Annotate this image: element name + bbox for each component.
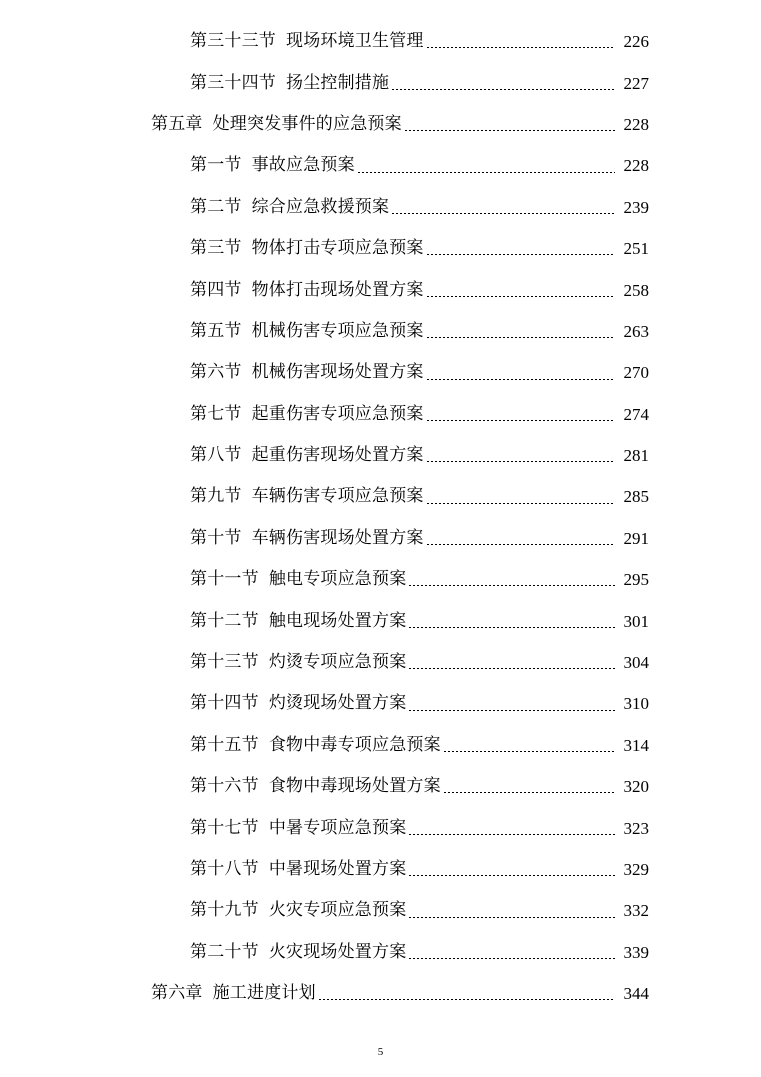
entry-label: 第四节 <box>190 279 242 300</box>
entry-title: 物体打击专项应急预案 <box>251 238 424 259</box>
entry-label: 第三十四节 <box>190 72 276 93</box>
dot-leader <box>408 834 615 835</box>
entry-page-number: 310 <box>623 694 649 714</box>
entry-label: 第五章 <box>151 113 203 134</box>
dot-leader <box>426 296 615 297</box>
dot-leader <box>426 254 615 255</box>
entry-label: 第九节 <box>190 486 242 507</box>
entry-page-number: 320 <box>623 777 649 797</box>
dot-leader <box>408 917 615 918</box>
toc-section-entry[interactable] <box>0 62 761 103</box>
dot-leader <box>404 130 615 131</box>
entry-title: 综合应急救援预案 <box>251 196 390 217</box>
toc-section-entry[interactable] <box>0 394 761 435</box>
entry-label: 第六章 <box>151 983 203 1004</box>
toc-section-entry[interactable] <box>0 890 761 931</box>
entry-title: 机械伤害专项应急预案 <box>251 320 424 341</box>
entry-label: 第八节 <box>190 445 242 466</box>
entry-label: 第六节 <box>190 362 242 383</box>
entry-title: 施工进度计划 <box>212 983 316 1004</box>
toc-section-entry[interactable] <box>0 932 761 973</box>
dot-leader <box>426 337 615 338</box>
dot-leader <box>426 544 615 545</box>
entry-label: 第十九节 <box>190 900 259 921</box>
toc-section-entry[interactable] <box>0 145 761 186</box>
dot-leader <box>426 47 615 48</box>
entry-title: 触电现场处置方案 <box>268 610 407 631</box>
entry-title: 起重伤害现场处置方案 <box>251 445 424 466</box>
dot-leader <box>426 503 615 504</box>
toc-section-entry[interactable] <box>0 187 761 228</box>
toc-section-entry[interactable] <box>0 683 761 724</box>
entry-label: 第五节 <box>190 320 242 341</box>
entry-page-number: 251 <box>623 239 649 259</box>
entry-page-number: 285 <box>623 487 649 507</box>
entry-page-number: 301 <box>623 611 649 631</box>
entry-page-number: 323 <box>623 818 649 838</box>
entry-label: 第三十三节 <box>190 31 276 52</box>
entry-label: 第二节 <box>190 196 242 217</box>
entry-page-number: 227 <box>623 73 649 93</box>
toc-section-entry[interactable] <box>0 21 761 62</box>
dot-leader <box>408 875 615 876</box>
dot-leader <box>357 172 615 173</box>
toc-section-entry[interactable] <box>0 766 761 807</box>
entry-title: 机械伤害现场处置方案 <box>251 362 424 383</box>
entry-label: 第十节 <box>190 527 242 548</box>
dot-leader <box>426 379 615 380</box>
dot-leader <box>391 89 615 90</box>
entry-title: 火灾现场处置方案 <box>268 941 407 962</box>
dot-leader <box>443 792 615 793</box>
dot-leader <box>408 627 615 628</box>
entry-page-number: 291 <box>623 528 649 548</box>
entry-title: 食物中毒现场处置方案 <box>268 776 441 797</box>
entry-page-number: 270 <box>623 363 649 383</box>
entry-page-number: 295 <box>623 570 649 590</box>
toc-section-entry[interactable] <box>0 807 761 848</box>
entry-page-number: 226 <box>623 32 649 52</box>
entry-page-number: 332 <box>623 901 649 921</box>
dot-leader <box>426 420 615 421</box>
toc-section-entry[interactable] <box>0 559 761 600</box>
toc-section-entry[interactable] <box>0 642 761 683</box>
toc-section-entry[interactable] <box>0 518 761 559</box>
entry-label: 第七节 <box>190 403 242 424</box>
toc-section-entry[interactable] <box>0 849 761 890</box>
entry-title: 中暑专项应急预案 <box>268 817 407 838</box>
toc-section-entry[interactable] <box>0 476 761 517</box>
entry-title: 扬尘控制措施 <box>286 72 390 93</box>
toc-section-entry[interactable] <box>0 352 761 393</box>
dot-leader <box>318 999 615 1000</box>
entry-title: 食物中毒专项应急预案 <box>268 734 441 755</box>
entry-label: 第十五节 <box>190 734 259 755</box>
dot-leader <box>408 585 615 586</box>
toc-section-entry[interactable] <box>0 435 761 476</box>
entry-title: 灼烫现场处置方案 <box>268 693 407 714</box>
entry-title: 灼烫专项应急预案 <box>268 652 407 673</box>
entry-page-number: 329 <box>623 860 649 879</box>
entry-title: 事故应急预案 <box>251 155 355 176</box>
toc-chapter-entry[interactable] <box>0 104 761 145</box>
toc-section-entry[interactable] <box>0 311 761 352</box>
entry-label: 第十六节 <box>190 776 259 797</box>
entry-title: 中暑现场处置方案 <box>268 859 407 879</box>
entry-title: 起重伤害专项应急预案 <box>251 403 424 424</box>
entry-page-number: 274 <box>623 404 649 424</box>
entry-label: 第二十节 <box>190 941 259 962</box>
toc-section-entry[interactable] <box>0 725 761 766</box>
entry-page-number: 239 <box>623 197 649 217</box>
entry-label: 第一节 <box>190 155 242 176</box>
entry-title: 物体打击现场处置方案 <box>251 279 424 300</box>
toc-chapter-entry[interactable] <box>0 973 761 1014</box>
entry-page-number: 339 <box>623 942 649 962</box>
dot-leader <box>426 461 615 462</box>
entry-page-number: 281 <box>623 446 649 466</box>
entry-label: 第十一节 <box>190 569 259 590</box>
entry-page-number: 304 <box>623 653 649 673</box>
entry-title: 车辆伤害专项应急预案 <box>251 486 424 507</box>
dot-leader <box>408 958 615 959</box>
dot-leader <box>391 213 615 214</box>
entry-label: 第十二节 <box>190 610 259 631</box>
entry-page-number: 344 <box>623 984 649 1004</box>
entry-title: 现场环境卫生管理 <box>286 31 424 52</box>
entry-title: 车辆伤害现场处置方案 <box>251 527 424 548</box>
entry-label: 第十三节 <box>190 652 259 673</box>
entry-title: 火灾专项应急预案 <box>268 900 407 921</box>
toc-section-entry[interactable] <box>0 269 761 310</box>
entry-page-number: 228 <box>623 114 649 134</box>
dot-leader <box>408 710 615 711</box>
entry-page-number: 258 <box>623 280 649 300</box>
entry-title: 处理突发事件的应急预案 <box>212 113 402 134</box>
dot-leader <box>443 751 615 752</box>
dot-leader <box>408 668 615 669</box>
entry-page-number: 228 <box>623 156 649 176</box>
entry-label: 第三节 <box>190 238 242 259</box>
page-number: 5 <box>377 1046 384 1058</box>
entry-page-number: 314 <box>623 735 649 755</box>
entry-title: 触电专项应急预案 <box>268 569 407 590</box>
entry-label: 第十四节 <box>190 693 259 714</box>
entry-page-number: 263 <box>623 321 649 341</box>
toc-section-entry[interactable] <box>0 228 761 269</box>
entry-label: 第十七节 <box>190 817 259 838</box>
toc-section-entry[interactable] <box>0 600 761 641</box>
entry-label: 第十八节 <box>190 859 259 879</box>
table-of-contents <box>0 21 761 1014</box>
